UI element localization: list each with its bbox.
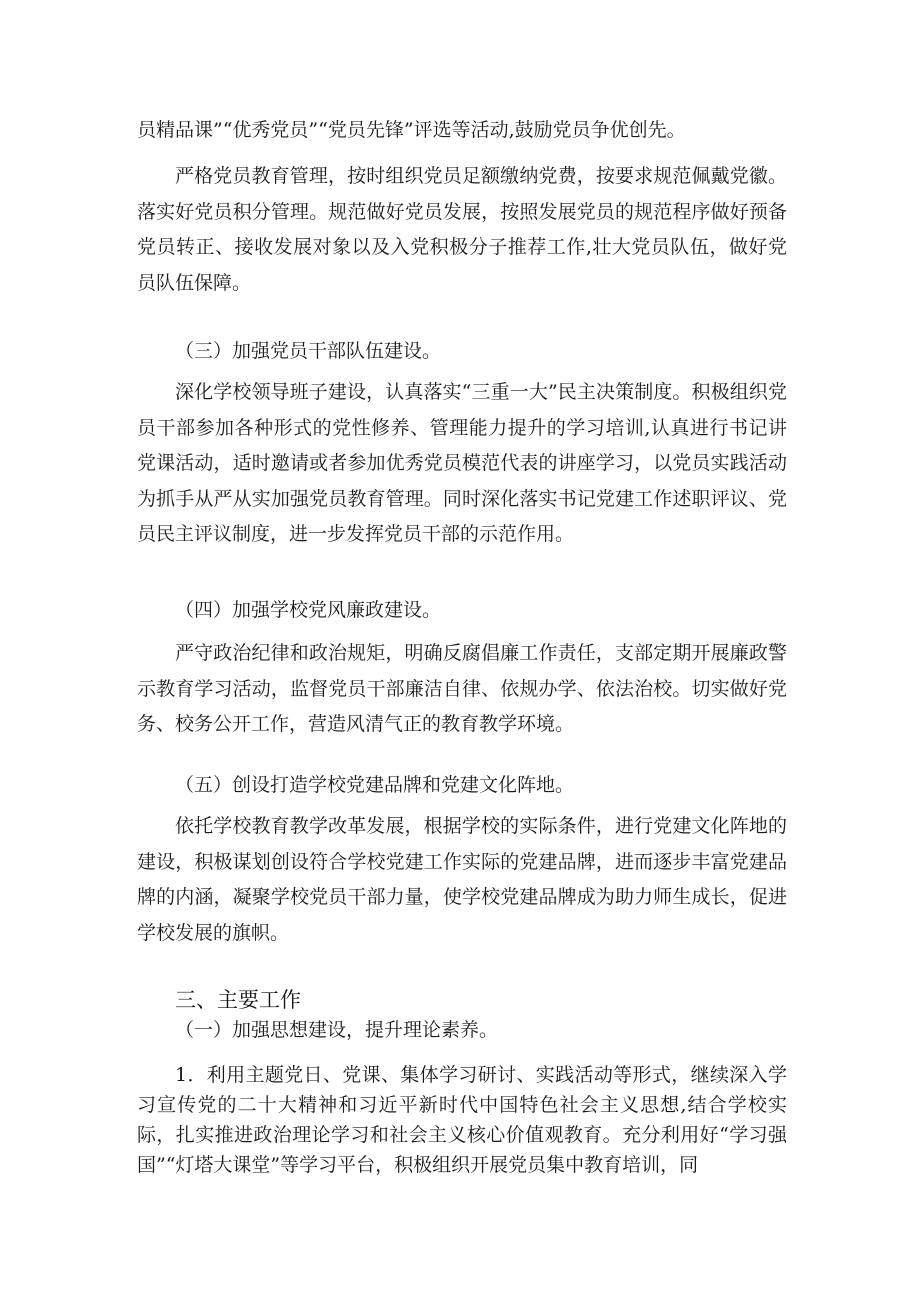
- paragraph-party-member-management: 严格党员教育管理，按时组织党员足额缴纳党费，按要求规范佩戴党徽。落实好党员积分管理。规范做好党员发展，按照发展党员的规范程序做好预备党员转正、接收发展对象以及入党积极分子推荐工作,壮大党员队伍，做好党员队伍保障。: [137, 165, 787, 294]
- subheading-5: （五）创设打造学校党建品牌和党建文化阵地。: [175, 774, 575, 796]
- paragraph-cadre-team: 深化学校领导班子建设，认真落实“三重一大”民主决策制度。积极组织党员干部参加各种形式的党性修养、管理能力提升的学习培训,认真进行书记讲党课活动，适时邀请或者参加优秀党员模范代表的讲座学习，以党员实践活动为抓手从严从实加强党员教育管理。同时深化落实书记党建工作述职评议、党员民主评议制度，进一步发挥党员干部的示范作用。: [137, 381, 787, 545]
- section-heading-main-work: 三、主要工作: [175, 988, 301, 1012]
- paragraph-brand: 依托学校教育教学改革发展，根据学校的实际条件，进行党建文化阵地的建设，积极谋划创设符合学校党建工作实际的党建品牌，进而逐步丰富党建品牌的内涵，凝聚学校党员干部力量，使学校党建品牌成为助力师生成长，促进学校发展的旗帜。: [137, 815, 787, 944]
- subheading-4: （四）加强学校党风廉政建设。: [175, 599, 442, 621]
- subheading-3: （三）加强党员干部队伍建设。: [175, 340, 442, 362]
- paragraph-integrity: 严守政治纪律和政治规矩，明确反腐倡廉工作责任，支部定期开展廉政警示教育学习活动，监督党员干部廉洁自律、依规办学、依法治校。切实做好党务、校务公开工作，营造风清气正的教育教学环境。: [137, 642, 787, 735]
- subheading-1: （一）加强思想建设，提升理论素养。: [175, 1019, 499, 1041]
- paragraph-continuation: 员精品课”“优秀党员”“党员先锋”评选等活动,鼓励党员争优创先。: [137, 119, 686, 141]
- paragraph-item-1: 1．利用主题党日、党课、集体学习研讨、实践活动等形式，继续深入学习宣传党的二十大精神和习近平新时代中国特色社会主义思想,结合学校实际，扎实推进政治理论学习和社会主义核心价值观教育。充分利用好“学习强国”“灯塔大课堂”等学习平台，积极组织开展党员集中教育培训，同: [137, 1064, 787, 1176]
